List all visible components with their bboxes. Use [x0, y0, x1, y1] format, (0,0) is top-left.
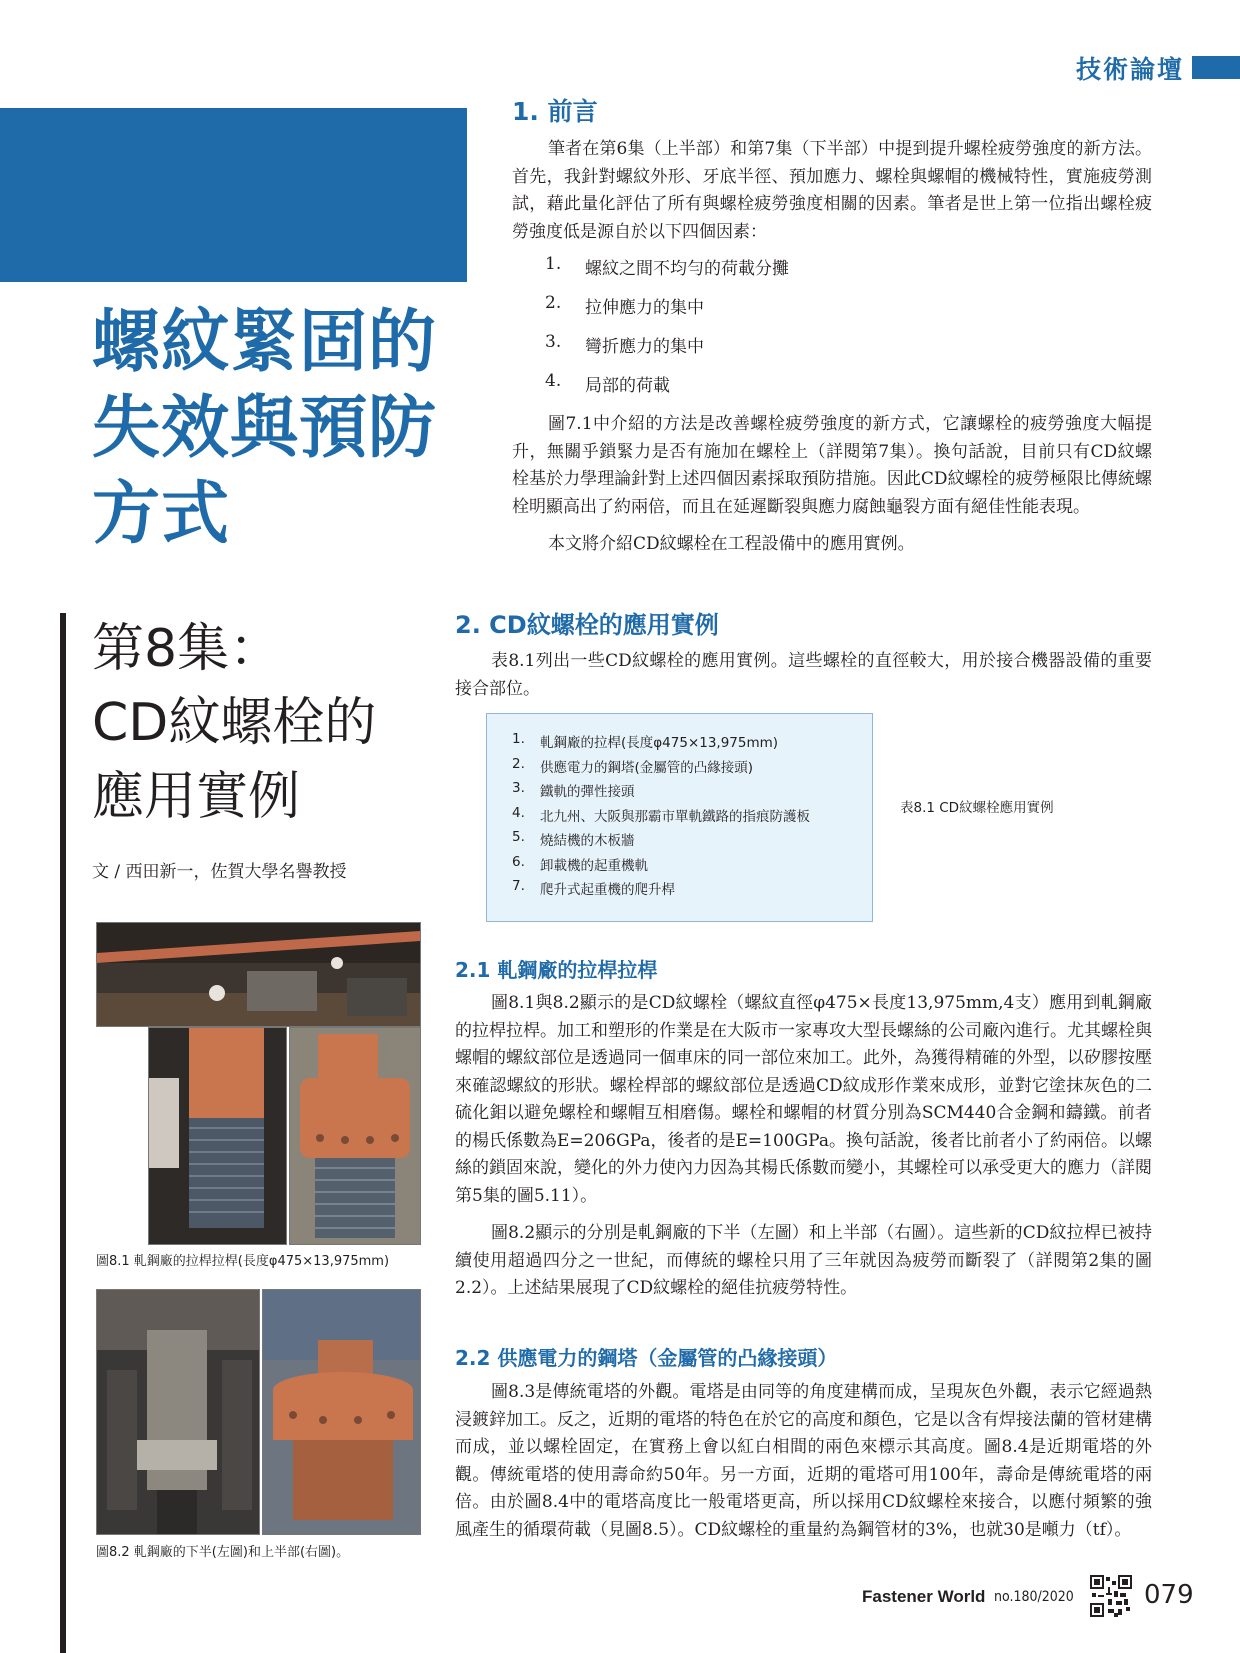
title-color-block	[0, 108, 467, 282]
list-item-number: 2.	[545, 293, 562, 313]
author-line: 文 / 西田新一，佐賀大學名譽教授	[92, 862, 347, 882]
magazine-brand: Fastener World	[862, 1587, 986, 1606]
table-caption: 表8.1 CD紋螺栓應用實例	[900, 800, 1054, 816]
article-subtitle-line: CD紋螺栓的	[92, 693, 377, 753]
table-row	[512, 805, 872, 830]
section21-paragraph: 圖8.2顯示的分別是軋鋼廠的下半（左圖）和上半部（右圖）。這些新的CD紋拉桿已被持續使用超過四分之一世紀，而傳統的螺栓只用了三年就因為疲勞而斷裂了（詳閱第2集的圖2.2）。上述結果展現了CD紋螺栓的絕佳抗疲勞特性。	[455, 1223, 1152, 1298]
article-title-line: 失效與預防	[92, 389, 438, 468]
section1-body	[512, 411, 1152, 559]
table-row	[512, 756, 872, 781]
section1-heading: 1. 前言	[512, 97, 598, 126]
list-item-text: 彎折應力的集中	[585, 337, 704, 357]
fig81-caption: 圖8.1 軋鋼廠的拉桿拉桿(長度φ475×13,975mm)	[96, 1254, 390, 1269]
list-item-text: 局部的荷載	[585, 376, 670, 396]
section22-heading: 2.2 供應電力的鋼塔（金屬管的凸緣接頭）	[455, 1346, 838, 1370]
application-table	[486, 713, 873, 922]
section1-paragraph: 本文將介紹CD紋螺栓在工程設備中的應用實例。	[548, 534, 915, 554]
fig82-right-photo	[262, 1289, 421, 1535]
table-row-number: 4.	[512, 804, 525, 821]
table-row-text: 北九州、大阪與那霸市單軌鐵路的指痕防護板	[540, 808, 810, 825]
table-row	[512, 731, 872, 756]
fig82-left-photo	[96, 1289, 260, 1535]
section1-paragraph: 圖7.1中介紹的方法是改善螺栓疲勞強度的新方式，它讓螺栓的疲勞強度大幅提升，無關乎鎖緊力是否有施加在螺栓上（詳閱第7集）。換句話說，目前只有CD紋螺栓基於力學理論針對上述四個因素採取預防措施。因此CD紋螺栓的疲勞極限比傳統螺栓明顯高出了約兩倍，而且在延遲斷裂與應力腐蝕龜裂方面有絕佳性能表現。	[512, 414, 1152, 517]
article-title-line: 螺紋緊固的	[92, 303, 438, 382]
article-subtitle-line: 第8集：	[92, 619, 282, 679]
section21-body	[455, 990, 1152, 1303]
article-subtitle-line: 應用實例	[92, 767, 301, 827]
section2-heading: 2. CD紋螺栓的應用實例	[455, 611, 719, 639]
subtitle-rule	[60, 613, 66, 1653]
section22-paragraph: 圖8.3是傳統電塔的外觀。電塔是由同等的角度建構而成，呈現灰色外觀，表示它經過熱浸鍍鋅加工。反之，近期的電塔的特色在於它的高度和顏色，它是以含有焊接法蘭的管材建構而成，並以螺栓固定，在實務上會以紅白相間的兩色來標示其高度。圖8.4是近期電塔的外觀。傳統電塔的使用壽命約50年。另一方面，近期的電塔可用100年，壽命是傳統電塔的兩倍。由於圖8.4中的電塔高度比一般電塔更高，所以採用CD紋螺栓來接合，以應付頻繁的強風產生的循環荷載（見圖8.5）。CD紋螺栓的重量約為鋼管材的3%，也就30是噸力（tf）。	[455, 1382, 1152, 1540]
table-row	[512, 878, 872, 903]
section-tag: 技術論壇	[1075, 55, 1184, 84]
list-item-text: 螺紋之間不均勻的荷載分攤	[585, 259, 789, 279]
table-row-number: 2.	[512, 755, 525, 772]
table-row-text: 鐵軌的彈性接頭	[540, 784, 635, 800]
table-row-text: 燒結機的木板牆	[540, 833, 635, 849]
table-row-number: 7.	[512, 878, 525, 894]
table-row-number: 6.	[512, 853, 525, 870]
article-title-line: 方式	[92, 475, 231, 554]
section21-paragraph: 圖8.1與8.2顯示的是CD紋螺栓（螺紋直徑φ475×長度13,975mm,4支）應用到軋鋼廠的拉桿拉桿。加工和塑形的作業是在大阪市一家專攻大型長螺絲的公司廠內進行。尤其螺栓與螺帽的螺紋部位是透過同一個車床的同一部位來加工。此外，為獲得精確的外型，以矽膠按壓來確認螺紋的形狀。螺栓桿部的螺紋部位是透過CD紋成形作業來成形，並對它塗抹灰色的二硫化鉬以避免螺栓和螺帽互相磨傷。螺栓和螺帽的材質分別為SCM440合金鋼和鑄鐵。前者的楊氏係數為E=206GPa，後者的是E=100GPa。換句話說，後者比前者小了約兩倍。以螺絲的鎖固來說，變化的外力使內力因為其楊氏係數而變小，其螺栓可以承受更大的應力（詳閱第5集的圖5.11）。	[455, 993, 1152, 1206]
table-row-number: 1.	[512, 731, 525, 747]
list-item-number: 4.	[545, 371, 562, 391]
table-row	[512, 829, 872, 854]
section22-body	[455, 1379, 1152, 1544]
article-subtitle	[92, 612, 462, 834]
section1-paragraph: 筆者在第6集（上半部）和第7集（下半部）中提到提升螺栓疲勞強度的新方法。首先，我針對螺紋外形、牙底半徑、預加應力、螺栓與螺帽的機械特性，實施疲勞測試，藉此量化評估了所有與螺栓疲勞強度相關的因素。筆者是世上第一位指出螺栓疲勞強度低是源自於以下四個因素：	[512, 139, 1152, 242]
list-item	[545, 293, 789, 332]
list-item	[545, 371, 789, 410]
factor-list	[545, 254, 789, 410]
table-row-text: 軋鋼廠的拉桿(長度φ475×13,975mm)	[540, 735, 779, 751]
fig81-right-photo	[289, 1027, 421, 1245]
section2-paragraph: 表8.1列出一些CD紋螺栓的應用實例。這些螺栓的直徑較大，用於接合機器設備的重要接合部位。	[455, 651, 1152, 699]
list-item-number: 1.	[545, 254, 562, 274]
qr-code-icon	[1090, 1575, 1132, 1617]
issue-number: no.180/2020	[994, 1589, 1074, 1605]
table-row	[512, 780, 872, 805]
list-item	[545, 254, 789, 293]
fig81-top-photo	[96, 922, 421, 1027]
section-tag-block	[1192, 56, 1240, 79]
table-row-text: 卸載機的起重機軌	[540, 857, 648, 874]
article-title	[92, 300, 472, 558]
table-row-text: 爬升式起重機的爬升桿	[540, 882, 675, 898]
fig81-left-photo	[148, 1027, 287, 1245]
section21-heading: 2.1 軋鋼廠的拉桿拉桿	[455, 958, 658, 982]
page-number: 079	[1144, 1580, 1194, 1610]
table-row	[512, 854, 872, 879]
list-item	[545, 332, 789, 371]
table-row-number: 3.	[512, 780, 525, 796]
section1-intro	[512, 136, 1152, 246]
list-item-text: 拉伸應力的集中	[585, 298, 704, 318]
fig82-caption: 圖8.2 軋鋼廠的下半(左圖)和上半部(右圖)。	[96, 1545, 350, 1560]
section2-intro	[455, 648, 1152, 703]
table-row-number: 5.	[512, 829, 525, 845]
table-row-text: 供應電力的鋼塔(金屬管的凸緣接頭)	[540, 759, 754, 776]
list-item-number: 3.	[545, 332, 562, 352]
